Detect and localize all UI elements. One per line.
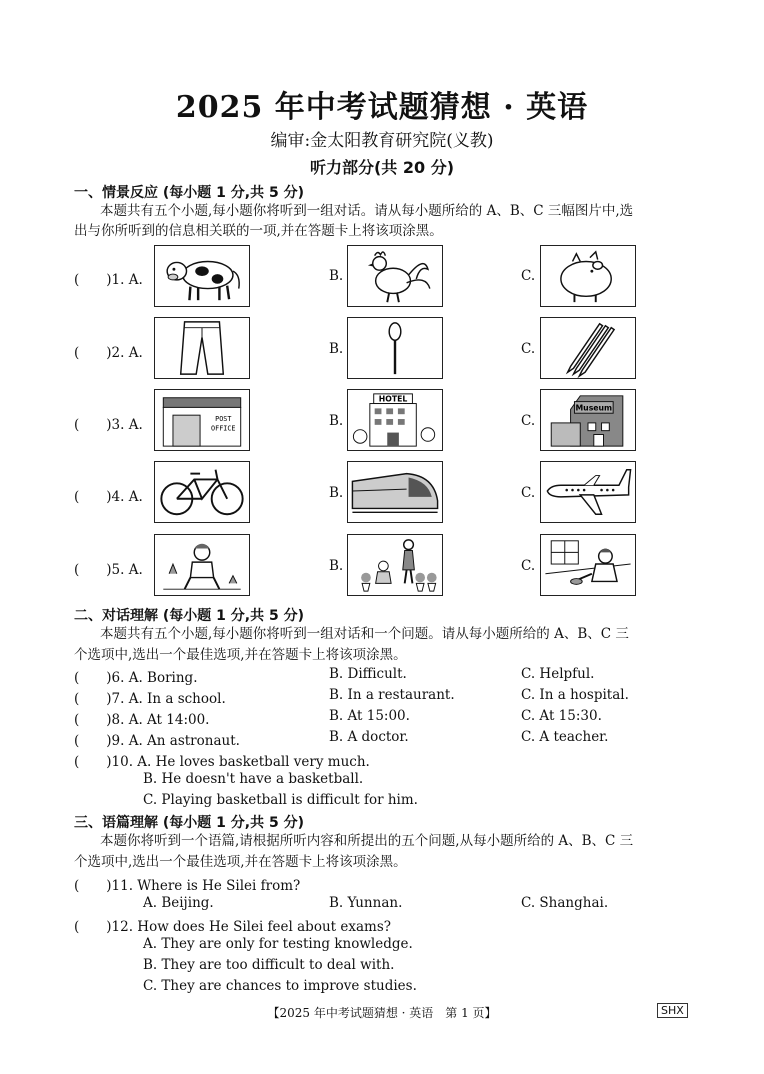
office-label: OFFICE (211, 424, 236, 433)
bicycle-icon[interactable] (154, 461, 250, 523)
pig-icon[interactable] (540, 245, 636, 307)
child-playing-icon[interactable] (154, 534, 250, 596)
question-4-b: B. (329, 485, 344, 501)
question-6-a[interactable]: ( )6. A. Boring. (74, 670, 198, 686)
trousers-icon[interactable] (154, 317, 250, 379)
section1-heading: 一、情景反应 (每小题 1 分,共 5 分) (74, 185, 304, 201)
question-5-number: ( )5. A. (74, 562, 143, 578)
question-1-number: ( )1. A. (74, 272, 143, 288)
hotel-label: HOTEL (378, 394, 408, 404)
page-footer: 【2025 年中考试题猜想 · 英语 第 1 页】 (267, 1006, 497, 1020)
question-12-b[interactable]: B. They are too difficult to deal with. (143, 957, 395, 973)
airplane-icon[interactable] (540, 461, 636, 523)
question-7-b[interactable]: B. In a restaurant. (329, 687, 455, 703)
section3-intro-line1: 本题你将听到一个语篇,请根据所听内容和所提出的五个问题,从每小题所给的 A、B、C 三 (100, 833, 634, 849)
section1-intro-line2: 出与你所听到的信息相关联的一项,并在答题卡上将该项涂黑。 (74, 223, 443, 239)
question-3-c: C. (521, 413, 536, 429)
question-2-number: ( )2. A. (74, 345, 143, 361)
museum-label: Museum (575, 403, 613, 413)
question-11-b[interactable]: B. Yunnan. (329, 895, 403, 911)
question-8-a[interactable]: ( )8. A. At 14:00. (74, 712, 210, 728)
section3-intro-line2: 个选项中,选出一个最佳选项,并在答题卡上将该项涂黑。 (74, 854, 407, 870)
publisher-stamp: SHX (657, 1003, 688, 1018)
post-label: POST (215, 414, 232, 423)
question-11-c[interactable]: C. Shanghai. (521, 895, 609, 911)
question-7-c[interactable]: C. In a hospital. (521, 687, 629, 703)
section2-heading: 二、对话理解 (每小题 1 分,共 5 分) (74, 608, 304, 624)
hotel-icon[interactable] (347, 389, 443, 451)
question-6-c[interactable]: C. Helpful. (521, 666, 595, 682)
question-2-c: C. (521, 341, 536, 357)
question-8-c[interactable]: C. At 15:30. (521, 708, 602, 724)
question-12-a[interactable]: A. They are only for testing knowledge. (143, 936, 413, 952)
question-12-c[interactable]: C. They are chances to improve studies. (143, 978, 417, 994)
question-3-number: ( )3. A. (74, 417, 143, 433)
post-office-icon[interactable] (154, 389, 250, 451)
question-9-c[interactable]: C. A teacher. (521, 729, 609, 745)
question-1-b: B. (329, 268, 344, 284)
question-2-b: B. (329, 341, 344, 357)
editor-line: 编审:金太阳教育研究院(义教) (270, 131, 494, 151)
question-9-b[interactable]: B. A doctor. (329, 729, 409, 745)
rooster-icon[interactable] (347, 245, 443, 307)
museum-icon[interactable] (540, 389, 636, 451)
question-9-a[interactable]: ( )9. A. An astronaut. (74, 733, 240, 749)
section1-intro-line1: 本题共有五个小题,每小题你将听到一组对话。请从每小题所给的 A、B、C 三幅图片中,选 (100, 203, 634, 219)
pencils-icon[interactable] (540, 317, 636, 379)
question-8-b[interactable]: B. At 15:00. (329, 708, 410, 724)
question-10-a[interactable]: ( )10. A. He loves basketball very much. (74, 754, 370, 770)
question-5-b: B. (329, 558, 344, 574)
question-10-b[interactable]: B. He doesn't have a basketball. (143, 771, 364, 787)
section2-intro-line1: 本题共有五个小题,每小题你将听到一组对话和一个问题。请从每小题所给的 A、B、C 三 (100, 626, 629, 642)
section3-heading: 三、语篇理解 (每小题 1 分,共 5 分) (74, 815, 304, 831)
page-title: 2025 年中考试题猜想 · 英语 (175, 90, 589, 125)
question-1-c: C. (521, 268, 536, 284)
gardening-icon[interactable] (347, 534, 443, 596)
child-cleaning-icon[interactable] (540, 534, 636, 596)
question-5-c: C. (521, 558, 536, 574)
listening-heading: 听力部分(共 20 分) (309, 158, 455, 177)
question-10-c[interactable]: C. Playing basketball is difficult for him. (143, 792, 418, 808)
question-4-c: C. (521, 485, 536, 501)
spoon-icon[interactable] (347, 317, 443, 379)
cow-icon[interactable] (154, 245, 250, 307)
question-6-b[interactable]: B. Difficult. (329, 666, 407, 682)
train-icon[interactable] (347, 461, 443, 523)
section2-intro-line2: 个选项中,选出一个最佳选项,并在答题卡上将该项涂黑。 (74, 647, 407, 663)
question-7-a[interactable]: ( )7. A. In a school. (74, 691, 226, 707)
question-12-stem: ( )12. How does He Silei feel about exams? (74, 919, 391, 935)
question-11-a[interactable]: A. Beijing. (143, 895, 214, 911)
question-4-number: ( )4. A. (74, 489, 143, 505)
question-3-b: B. (329, 413, 344, 429)
question-11-stem: ( )11. Where is He Silei from? (74, 878, 301, 894)
